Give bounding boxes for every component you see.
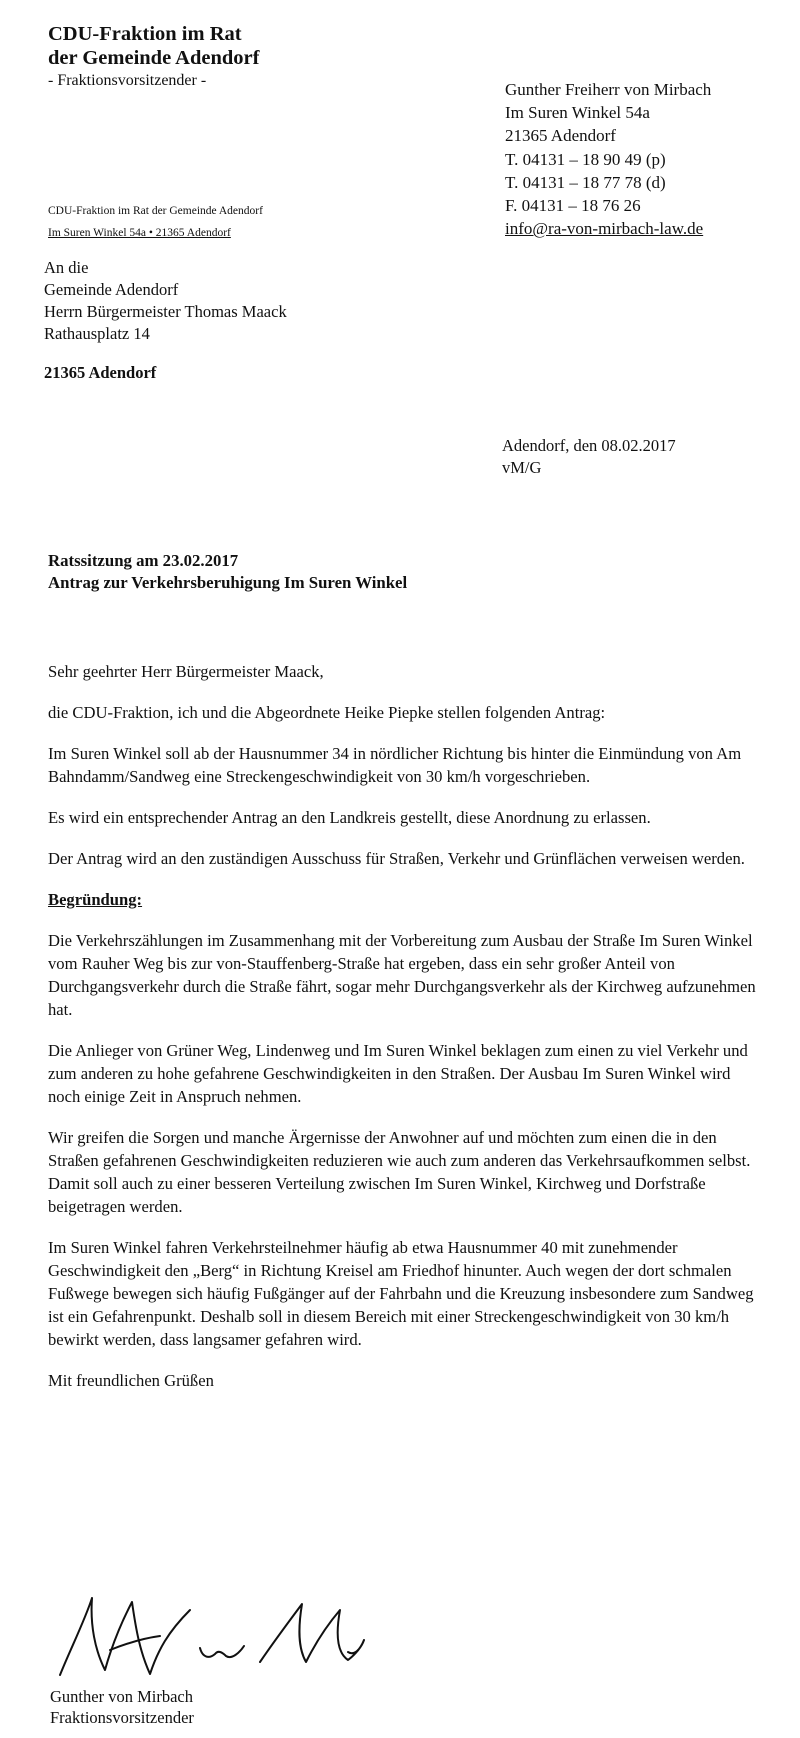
sender-fax: F. 04131 – 18 76 26 xyxy=(505,196,641,216)
letter-body xyxy=(48,660,760,1410)
date-block xyxy=(502,435,676,479)
signatory-role: Fraktionsvorsitzender xyxy=(50,1708,194,1727)
org-line-2: der Gemeinde Adendorf xyxy=(48,47,260,69)
sender-email-link[interactable]: info@ra-von-mirbach-law.de xyxy=(505,219,704,239)
handwritten-signature xyxy=(50,1590,370,1680)
subject-block xyxy=(48,550,407,594)
sender-phone-private: T. 04131 – 18 90 49 (p) xyxy=(505,149,666,169)
return-address xyxy=(48,200,263,244)
subject-line-2: Antrag zur Verkehrsberuhigung Im Suren Winkel xyxy=(48,573,408,592)
recipient-line-1: An die xyxy=(44,258,89,277)
sender-city: 21365 Adendorf xyxy=(505,126,616,146)
signatory-name: Gunther von Mirbach xyxy=(50,1687,193,1706)
paragraph-hazard: Im Suren Winkel fahren Verkehrsteilnehmer häufig ab etwa Hausnummer 40 mit zunehmender Geschwindigkeit den „Berg“ in Richtung Kreisel am Friedhof hinunter. Auch wegen der dort schmalen Fußwege bewegen sich häufig Fußgänger auf der Fahrbahn und die Kreuzung insbesondere zum Sandweg ist ein Gefahrenpunkt. Deshalb soll in diesem Bereich mit einer Streckengeschwindigkeit von 30 km/h bewirkt werden, dass langsamer gefahren wird. xyxy=(48,1238,754,1349)
recipient-address xyxy=(44,257,287,384)
return-address-line-2: Im Suren Winkel 54a • 21365 Adendorf xyxy=(48,227,231,239)
subject-line-1: Ratssitzung am 23.02.2017 xyxy=(48,551,239,570)
recipient-line-2: Gemeinde Adendorf xyxy=(44,280,179,299)
recipient-line-3: Herrn Bürgermeister Thomas Maack xyxy=(44,302,287,321)
sender-street: Im Suren Winkel 54a xyxy=(505,103,650,123)
paragraph-request: Im Suren Winkel soll ab der Hausnummer 34 in nördlicher Richtung bis hinter die Einmündung von Am Bahndamm/Sandweg eine Streckengeschwindigkeit von 30 km/h vorgeschrieben. xyxy=(48,744,742,786)
paragraph-committee: Der Antrag wird an den zuständigen Ausschuss für Straßen, Verkehr und Grünflächen verweisen werden. xyxy=(48,849,745,868)
sender-phone-office: T. 04131 – 18 77 78 (d) xyxy=(505,172,666,192)
org-line-1: CDU-Fraktion im Rat xyxy=(48,23,242,45)
org-role: - Fraktionsvorsitzender - xyxy=(48,72,207,89)
sender-address xyxy=(505,78,711,240)
paragraph-residents: Die Anlieger von Grüner Weg, Lindenweg und Im Suren Winkel beklagen zum einen zu viel Verkehr und zum anderen zu hohe gefahrene Geschwindigkeiten in den Straßen. Der Ausbau Im Suren Winkel wird noch einige Zeit in Anspruch nehmen. xyxy=(48,1041,748,1106)
sender-name: Gunther Freiherr von Mirbach xyxy=(505,80,712,99)
paragraph-district-request: Es wird ein entsprechender Antrag an den Landkreis gestellt, diese Anordnung zu erlassen. xyxy=(48,808,651,827)
signature-block xyxy=(50,1686,194,1728)
paragraph-intro: die CDU-Fraktion, ich und die Abgeordnete Heike Piepke stellen folgenden Antrag: xyxy=(48,703,606,722)
paragraph-traffic-count: Die Verkehrszählungen im Zusammenhang mit der Vorbereitung zum Ausbau der Straße Im Suren Winkel vom Rauher Weg bis zur von-Stauffenberg-Straße hat ergeben, dass ein sehr großer Anteil von Durchgangsverkehr durch die Straße fährt, sogar mehr Durchgangsverkehr als der Kirchweg aufzunehmen hat. xyxy=(48,931,756,1019)
letterhead-organization xyxy=(48,22,259,92)
closing: Mit freundlichen Grüßen xyxy=(48,1371,214,1390)
recipient-line-4: Rathausplatz 14 xyxy=(44,324,150,343)
paragraph-concerns: Wir greifen die Sorgen und manche Ärgernisse der Anwohner auf und möchten zum einen die in den Straßen gefahrenen Geschwindigkeiten reduzieren wie auch zum anderen das Verkehrsaufkommen selbst. Damit soll auch zu einer besseren Verteilung zwischen Im Suren Winkel, Kirchweg und Dorfstraße beigetragen werden. xyxy=(48,1128,751,1216)
reasoning-heading: Begründung: xyxy=(48,890,143,909)
salutation: Sehr geehrter Herr Bürgermeister Maack, xyxy=(48,662,324,681)
return-address-line-1: CDU-Fraktion im Rat der Gemeinde Adendorf xyxy=(48,205,263,217)
date-line: Adendorf, den 08.02.2017 xyxy=(502,436,676,455)
reference-code: vM/G xyxy=(502,458,542,477)
recipient-city: 21365 Adendorf xyxy=(44,363,157,382)
